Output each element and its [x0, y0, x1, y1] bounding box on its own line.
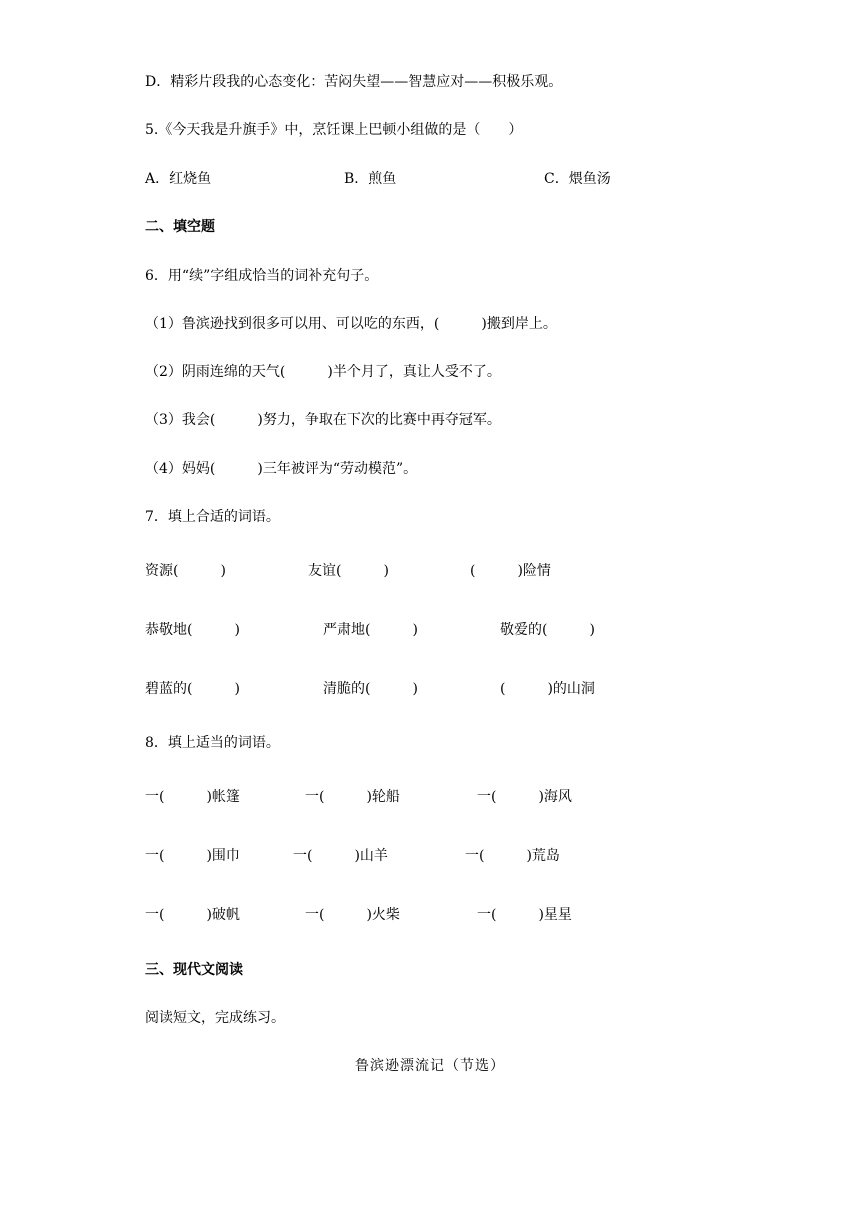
q7-item: 清脆的( ) — [323, 681, 418, 697]
q7-item: 资源( ) — [145, 563, 226, 579]
q8-item: 一( )海风 — [477, 789, 572, 805]
q7-item: 恭敬地( ) — [145, 622, 240, 638]
q8-item: 一( )围巾 — [145, 848, 240, 864]
q6-item-4: （4）妈妈( )三年被评为“劳动模范”。 — [145, 461, 418, 477]
q7-item: 友谊( ) — [308, 563, 389, 579]
passage-title: 鲁滨逊漂流记（节选） — [355, 1058, 505, 1074]
q6-item-1: （1）鲁滨逊找到很多可以用、可以吃的东西，( )搬到岸上。 — [145, 316, 557, 332]
q4-option-d: D．精彩片段我的心态变化：苦闷失望——智慧应对——积极乐观。 — [145, 74, 563, 90]
q8-item: 一( )破帆 — [145, 907, 240, 923]
q8-item: 一( )火柴 — [305, 907, 400, 923]
q7-item: ( )的山洞 — [500, 681, 595, 697]
q8-item: 一( )山羊 — [293, 848, 388, 864]
q8-stem: 8．填上适当的词语。 — [145, 735, 280, 751]
q5-option-a: A．红烧鱼 — [145, 171, 212, 187]
reading-instruction: 阅读短文，完成练习。 — [145, 1010, 285, 1026]
q7-stem: 7．填上合适的词语。 — [145, 509, 280, 525]
q7-item: 敬爱的( ) — [500, 622, 595, 638]
q7-item: ( )险情 — [470, 563, 551, 579]
q6-item-2: （2）阴雨连绵的天气( )半个月了，真让人受不了。 — [145, 364, 501, 380]
q7-item: 碧蓝的( ) — [145, 681, 240, 697]
q6-item-3: （3）我会( )努力，争取在下次的比赛中再夺冠军。 — [145, 412, 501, 428]
section-2-heading: 二、填空题 — [145, 219, 215, 235]
q8-item: 一( )帐篷 — [145, 789, 240, 805]
q8-item: 一( )星星 — [477, 907, 572, 923]
q8-item: 一( )轮船 — [305, 789, 400, 805]
q6-stem: 6．用“续”字组成恰当的词补充句子。 — [145, 268, 379, 284]
section-3-heading: 三、现代文阅读 — [145, 962, 243, 978]
q5-option-c: C．煨鱼汤 — [544, 171, 611, 187]
q5-stem: 5.《今天我是升旗手》中，烹饪课上巴顿小组做的是（ ） — [145, 122, 523, 138]
q8-item: 一( )荒岛 — [465, 848, 560, 864]
q5-option-b: B．煎鱼 — [344, 171, 397, 187]
q7-item: 严肃地( ) — [323, 622, 418, 638]
